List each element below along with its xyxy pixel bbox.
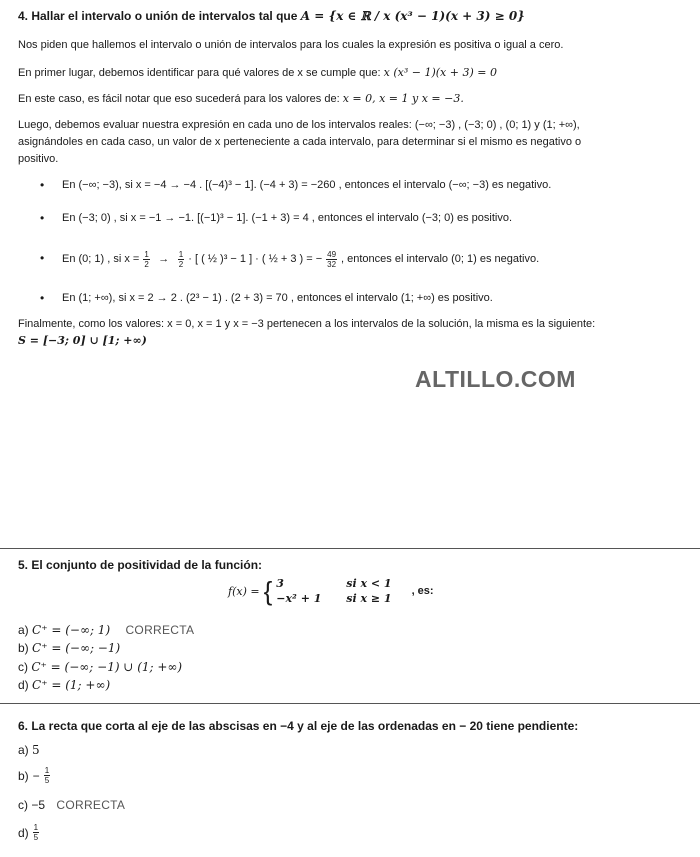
bullet-dot: • [40, 251, 45, 265]
fraction-one-fifth: $\frac{1}{5}$ [33, 823, 39, 842]
q5-function-label: f(x) = [228, 584, 260, 598]
q6-option-a: a) 5 [18, 743, 40, 757]
q4-title-text: 4. Hallar el intervalo o unión de intervalos tal que [18, 9, 298, 23]
q5-option-a: a) C⁺ = (−∞; 1) CORRECTA [18, 623, 195, 637]
divider-q5-q6 [0, 703, 700, 704]
q4-bullet-2: En (−3; 0) , si x = −1 → −1. [(−1)³ − 1]. (−1 + 3) = 4 , entonces el intervalo (−3; 0) es positivo. [62, 212, 513, 224]
q5-es-label: , es: [411, 585, 434, 597]
q6-option-c: c) −5 CORRECTA [18, 798, 126, 812]
q4-paragraph-1: Nos piden que hallemos el intervalo o unión de intervalos para los cuales la expresión es positiva o igual a cero. [18, 39, 564, 51]
bullet-dot: • [40, 178, 45, 192]
q5-option-d: d) C⁺ = (1; +∞) [18, 678, 111, 692]
brace-icon: { [263, 576, 273, 606]
bullet-dot: • [40, 291, 45, 305]
q4-title [18, 9, 525, 23]
q6-option-d: d) $\frac{1}{5}$ [18, 823, 39, 842]
q5-piecewise-function [228, 575, 434, 607]
q4-b3-mid: · [ ( ½ )³ − 1 ] · ( ½ + 3 ) = − [188, 253, 323, 265]
correct-label: CORRECTA [56, 798, 126, 812]
correct-label: CORRECTA [125, 623, 195, 637]
q4-bullet-4: En (1; +∞), si x = 2 → 2 . (2³ − 1) . (2 + 3) = 70 , entonces el intervalo (1; +∞) es positivo. [62, 292, 493, 304]
q4-paragraph-4-line-2: asignándoles en cada caso, un valor de x perteneciente a cada intervalo, para determinar si el mismo es negativo o [18, 136, 582, 148]
q4-paragraph-3 [18, 92, 464, 105]
q4-solution: S = [−3; 0] ∪ [1; +∞) [18, 334, 147, 347]
q4-paragraph-4-line-3: positivo. [18, 153, 59, 165]
q4-b3-post: , entonces el intervalo (0; 1) es negativo. [341, 253, 540, 265]
bullet-dot: • [40, 211, 45, 225]
fraction-49-32: $\frac{49}{32}$ [327, 249, 337, 269]
q4-p2-text: En primer lugar, debemos identificar para qué valores de x se cumple que: [18, 67, 381, 79]
q4-bullet-1: En (−∞; −3), si x = −4 → −4 . [(−4)³ − 1]. (−4 + 3) = −260 , entonces el intervalo (−∞; −3) es negativo. [62, 179, 552, 191]
fraction-one-half: $\frac{1}{2}$ [178, 249, 184, 269]
q5-title: 5. El conjunto de positividad de la función: [18, 558, 263, 572]
q4-bullet-3: En (0; 1) , si x = $\frac{1}{2}$ → $\frac{1}{2}$ · [ ( ½ )³ − 1 ] · ( ½ + 3 ) = − $\frac{49}{32}$ , entonces el intervalo (0; 1) es negativo. [62, 249, 540, 269]
q4-paragraph-4-line-1: Luego, debemos evaluar nuestra expresión en cada uno de los intervalos reales: (−∞; −3) , (−3; 0) , (0; 1) y (1; +∞), [18, 119, 580, 131]
q4-paragraph-5: Finalmente, como los valores: x = 0, x = 1 y x = −3 pertenecen a los intervalos de la solución, la misma es la siguiente: [18, 318, 596, 330]
q5-piece-2: −x² + 1 si x ≥ 1 [276, 592, 392, 605]
q4-p3-text: En este caso, es fácil notar que eso sucederá para los valores de: [18, 93, 340, 105]
q5-pieces [276, 576, 391, 606]
q5-piece-1: 3 si x < 1 [276, 577, 392, 590]
q4-b3-pre: En (0; 1) , si x = [62, 253, 140, 265]
q6-option-b: b) − $\frac{1}{5}$ [18, 766, 50, 785]
altillo-watermark: ALTILLO.COM [415, 366, 576, 392]
fraction-one-fifth: $\frac{1}{5}$ [44, 766, 50, 785]
fraction-one-half: $\frac{1}{2}$ [144, 249, 149, 269]
q5-option-b: b) C⁺ = (−∞; −1) [18, 641, 121, 655]
q6-title: 6. La recta que corta al eje de las abscisas en −4 y al eje de las ordenadas en − 20 tiene pendiente: [18, 719, 579, 733]
q4-p2-math: x (x³ − 1)(x + 3) = 0 [383, 66, 497, 79]
q5-option-c: c) C⁺ = (−∞; −1) ∪ (1; +∞) [18, 660, 183, 674]
q4-p3-math: x = 0, x = 1 y x = −3. [342, 92, 464, 105]
q4-title-math: A = {x ∈ ℝ / x (x³ − 1)(x + 3) ≥ 0} [300, 9, 525, 23]
divider-q4-q5 [0, 548, 700, 549]
q4-paragraph-2 [18, 66, 497, 79]
